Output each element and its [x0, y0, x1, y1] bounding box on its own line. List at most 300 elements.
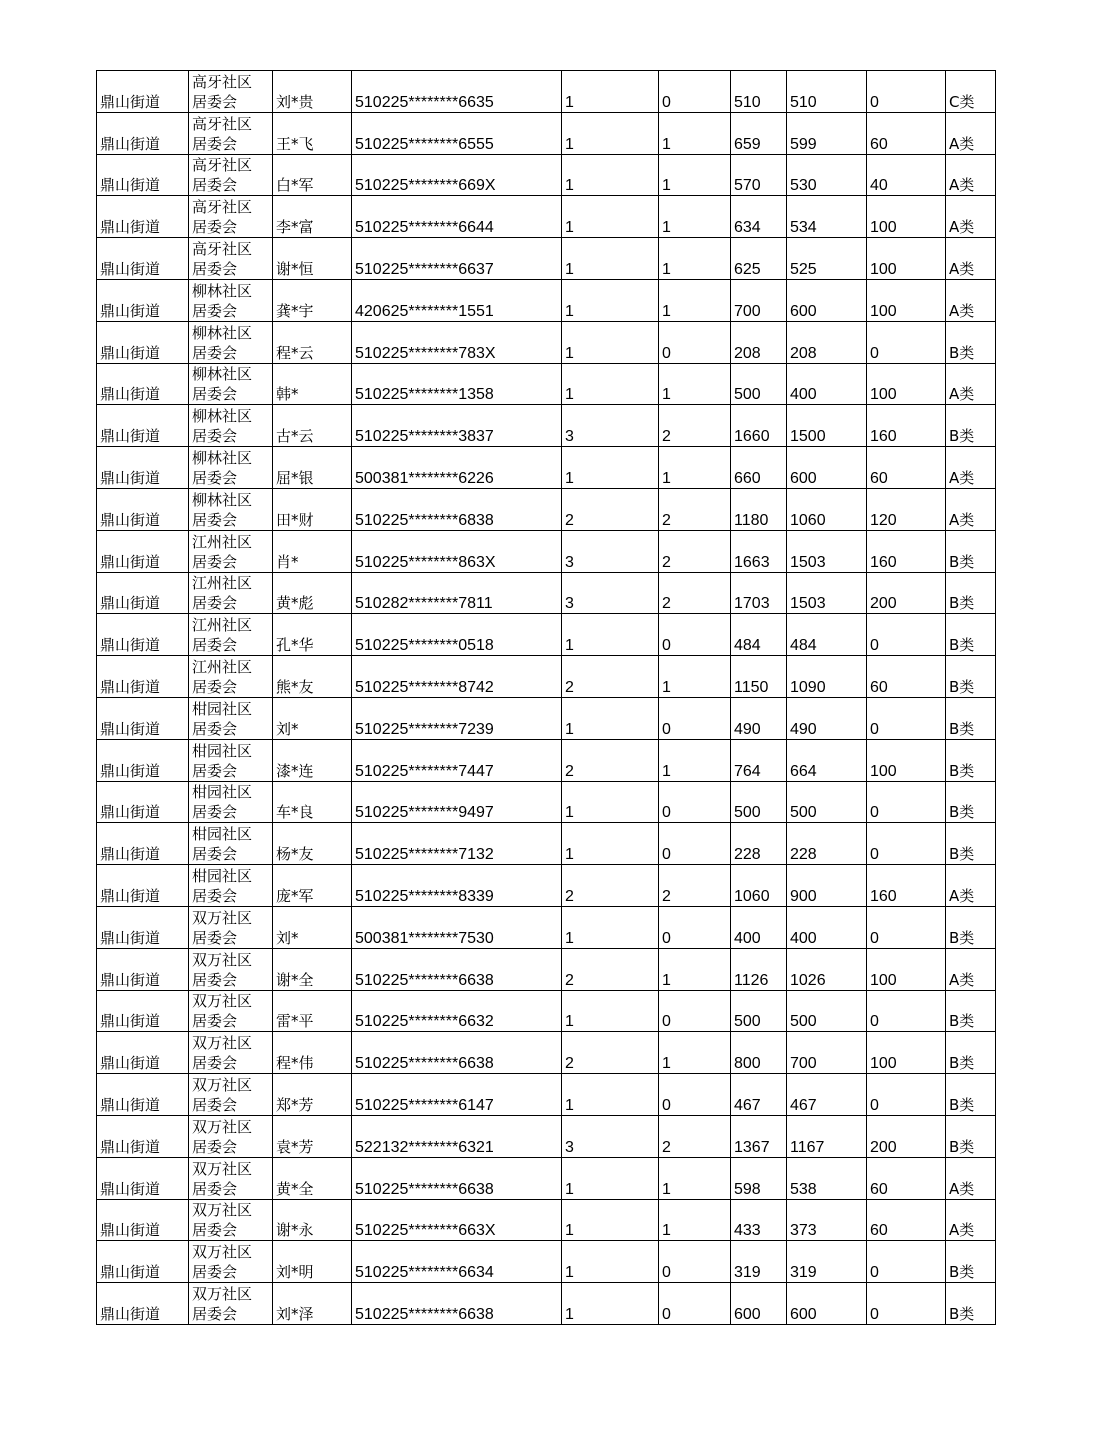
- community-line: 双万社区: [192, 1075, 253, 1094]
- amount-cell: 1503: [787, 530, 867, 572]
- street-cell: 鼎山街道: [97, 823, 189, 865]
- count-cell: 2: [659, 572, 731, 614]
- amount-cell: 500: [787, 781, 867, 823]
- amount-cell: 600: [731, 1283, 787, 1325]
- category-cell: B类: [946, 614, 996, 656]
- community-line: 双万社区: [192, 908, 253, 927]
- household-size-cell: 1: [562, 906, 659, 948]
- household-size-cell: 1: [562, 447, 659, 489]
- household-size-cell: 1: [562, 196, 659, 238]
- community-cell: [189, 656, 273, 698]
- street-cell: 鼎山街道: [97, 1074, 189, 1116]
- street-cell: 鼎山街道: [97, 488, 189, 530]
- difference-cell: 200: [867, 572, 946, 614]
- category-cell: B类: [946, 1283, 996, 1325]
- count-cell: 0: [659, 71, 731, 113]
- community-cell: [189, 405, 273, 447]
- household-size-cell: 3: [562, 1115, 659, 1157]
- community-line: 居委会: [192, 385, 238, 404]
- id-number-cell: 510225********669X: [352, 154, 562, 196]
- community-line: 双万社区: [192, 1284, 253, 1303]
- difference-cell: 120: [867, 488, 946, 530]
- community-line: 双万社区: [192, 1117, 253, 1136]
- difference-cell: 60: [867, 656, 946, 698]
- community-line: 居委会: [192, 1221, 238, 1240]
- amount-cell: 1660: [731, 405, 787, 447]
- table-body: [97, 71, 996, 1325]
- difference-cell: 100: [867, 196, 946, 238]
- count-cell: 0: [659, 1241, 731, 1283]
- community-line: 居委会: [192, 343, 238, 362]
- amount-cell: 598: [731, 1157, 787, 1199]
- community-line: 居委会: [192, 970, 238, 989]
- amount-cell: 600: [787, 447, 867, 489]
- household-size-cell: 1: [562, 1241, 659, 1283]
- amount-cell: 534: [787, 196, 867, 238]
- street-cell: 鼎山街道: [97, 196, 189, 238]
- amount-cell: 1090: [787, 656, 867, 698]
- community-line: 居委会: [192, 928, 238, 947]
- community-line: 柳林社区: [192, 490, 253, 509]
- amount-cell: 228: [731, 823, 787, 865]
- data-table: [96, 70, 996, 1325]
- name-cell: 郑*芳: [273, 1074, 352, 1116]
- community-line: 柑园社区: [192, 825, 253, 844]
- name-cell: 谢*全: [273, 948, 352, 990]
- difference-cell: 100: [867, 279, 946, 321]
- street-cell: 鼎山街道: [97, 447, 189, 489]
- amount-cell: 500: [731, 363, 787, 405]
- id-number-cell: 510225********6555: [352, 112, 562, 154]
- household-size-cell: 1: [562, 990, 659, 1032]
- difference-cell: 160: [867, 405, 946, 447]
- household-size-cell: 1: [562, 614, 659, 656]
- street-cell: 鼎山街道: [97, 614, 189, 656]
- community-line: 江州社区: [192, 574, 253, 593]
- name-cell: 雷*平: [273, 990, 352, 1032]
- category-cell: A类: [946, 112, 996, 154]
- category-cell: B类: [946, 990, 996, 1032]
- count-cell: 1: [659, 948, 731, 990]
- difference-cell: 0: [867, 781, 946, 823]
- street-cell: 鼎山街道: [97, 321, 189, 363]
- amount-cell: 500: [787, 990, 867, 1032]
- household-size-cell: 3: [562, 572, 659, 614]
- street-cell: 鼎山街道: [97, 530, 189, 572]
- amount-cell: 600: [787, 279, 867, 321]
- count-cell: 2: [659, 488, 731, 530]
- count-cell: 1: [659, 447, 731, 489]
- table-row: [97, 363, 996, 405]
- category-cell: A类: [946, 447, 996, 489]
- count-cell: 2: [659, 405, 731, 447]
- household-size-cell: 2: [562, 948, 659, 990]
- community-line: 居委会: [192, 427, 238, 446]
- name-cell: 韩*: [273, 363, 352, 405]
- household-size-cell: 3: [562, 405, 659, 447]
- id-number-cell: 510225********0518: [352, 614, 562, 656]
- household-size-cell: 1: [562, 697, 659, 739]
- amount-cell: 467: [731, 1074, 787, 1116]
- id-number-cell: 510225********3837: [352, 405, 562, 447]
- difference-cell: 40: [867, 154, 946, 196]
- id-number-cell: 510225********6147: [352, 1074, 562, 1116]
- category-cell: B类: [946, 405, 996, 447]
- name-cell: 白*军: [273, 154, 352, 196]
- community-cell: [189, 948, 273, 990]
- table-row: [97, 112, 996, 154]
- category-cell: C类: [946, 71, 996, 113]
- community-line: 居委会: [192, 1054, 238, 1073]
- amount-cell: 484: [731, 614, 787, 656]
- name-cell: 刘*泽: [273, 1283, 352, 1325]
- community-cell: [189, 321, 273, 363]
- difference-cell: 0: [867, 321, 946, 363]
- table-row: [97, 1074, 996, 1116]
- id-number-cell: 510225********663X: [352, 1199, 562, 1241]
- community-line: 居委会: [192, 1263, 238, 1282]
- street-cell: 鼎山街道: [97, 279, 189, 321]
- amount-cell: 228: [787, 823, 867, 865]
- community-line: 柑园社区: [192, 699, 253, 718]
- table-row: [97, 447, 996, 489]
- name-cell: 屈*银: [273, 447, 352, 489]
- id-number-cell: 510225********6644: [352, 196, 562, 238]
- amount-cell: 800: [731, 1032, 787, 1074]
- count-cell: 1: [659, 1032, 731, 1074]
- amount-cell: 1703: [731, 572, 787, 614]
- difference-cell: 0: [867, 906, 946, 948]
- community-cell: [189, 697, 273, 739]
- community-line: 双万社区: [192, 1201, 253, 1220]
- category-cell: A类: [946, 238, 996, 280]
- community-cell: [189, 1157, 273, 1199]
- amount-cell: 208: [787, 321, 867, 363]
- community-line: 居委会: [192, 176, 238, 195]
- community-cell: [189, 447, 273, 489]
- amount-cell: 510: [731, 71, 787, 113]
- id-number-cell: 510225********6634: [352, 1241, 562, 1283]
- household-size-cell: 2: [562, 865, 659, 907]
- table-row: [97, 656, 996, 698]
- name-cell: 孔*华: [273, 614, 352, 656]
- difference-cell: 0: [867, 1283, 946, 1325]
- category-cell: B类: [946, 1115, 996, 1157]
- community-line: 居委会: [192, 134, 238, 153]
- count-cell: 0: [659, 697, 731, 739]
- amount-cell: 400: [787, 906, 867, 948]
- count-cell: 1: [659, 1199, 731, 1241]
- community-line: 柳林社区: [192, 448, 253, 467]
- street-cell: 鼎山街道: [97, 865, 189, 907]
- community-cell: [189, 1199, 273, 1241]
- community-cell: [189, 154, 273, 196]
- category-cell: B类: [946, 1032, 996, 1074]
- community-line: 居委会: [192, 886, 238, 905]
- community-line: 双万社区: [192, 1159, 253, 1178]
- count-cell: 1: [659, 279, 731, 321]
- amount-cell: 530: [787, 154, 867, 196]
- street-cell: 鼎山街道: [97, 1283, 189, 1325]
- category-cell: B类: [946, 697, 996, 739]
- count-cell: 0: [659, 321, 731, 363]
- community-cell: [189, 865, 273, 907]
- street-cell: 鼎山街道: [97, 1241, 189, 1283]
- amount-cell: 467: [787, 1074, 867, 1116]
- household-size-cell: 1: [562, 363, 659, 405]
- community-line: 居委会: [192, 259, 238, 278]
- community-cell: [189, 1283, 273, 1325]
- street-cell: 鼎山街道: [97, 656, 189, 698]
- community-line: 居委会: [192, 92, 238, 111]
- id-number-cell: 510225********6638: [352, 1032, 562, 1074]
- amount-cell: 625: [731, 238, 787, 280]
- difference-cell: 0: [867, 71, 946, 113]
- category-cell: A类: [946, 279, 996, 321]
- table-row: [97, 71, 996, 113]
- count-cell: 1: [659, 1157, 731, 1199]
- category-cell: A类: [946, 948, 996, 990]
- community-cell: [189, 488, 273, 530]
- difference-cell: 100: [867, 948, 946, 990]
- community-line: 江州社区: [192, 616, 253, 635]
- community-cell: [189, 196, 273, 238]
- community-line: 江州社区: [192, 657, 253, 676]
- count-cell: 0: [659, 614, 731, 656]
- amount-cell: 208: [731, 321, 787, 363]
- category-cell: B类: [946, 572, 996, 614]
- difference-cell: 200: [867, 1115, 946, 1157]
- amount-cell: 490: [787, 697, 867, 739]
- amount-cell: 659: [731, 112, 787, 154]
- amount-cell: 660: [731, 447, 787, 489]
- name-cell: 王*飞: [273, 112, 352, 154]
- community-cell: [189, 1032, 273, 1074]
- community-line: 柑园社区: [192, 866, 253, 885]
- community-line: 高牙社区: [192, 156, 253, 175]
- street-cell: 鼎山街道: [97, 1157, 189, 1199]
- category-cell: B类: [946, 321, 996, 363]
- amount-cell: 1503: [787, 572, 867, 614]
- category-cell: A类: [946, 488, 996, 530]
- count-cell: 0: [659, 1074, 731, 1116]
- community-line: 居委会: [192, 761, 238, 780]
- table-row: [97, 238, 996, 280]
- community-line: 双万社区: [192, 950, 253, 969]
- name-cell: 李*富: [273, 196, 352, 238]
- id-number-cell: 500381********7530: [352, 906, 562, 948]
- household-size-cell: 1: [562, 279, 659, 321]
- table-row: [97, 196, 996, 238]
- amount-cell: 538: [787, 1157, 867, 1199]
- community-cell: [189, 238, 273, 280]
- table-row: [97, 614, 996, 656]
- category-cell: B类: [946, 530, 996, 572]
- amount-cell: 510: [787, 71, 867, 113]
- street-cell: 鼎山街道: [97, 906, 189, 948]
- amount-cell: 664: [787, 739, 867, 781]
- amount-cell: 570: [731, 154, 787, 196]
- amount-cell: 1367: [731, 1115, 787, 1157]
- difference-cell: 0: [867, 990, 946, 1032]
- community-cell: [189, 1074, 273, 1116]
- street-cell: 鼎山街道: [97, 112, 189, 154]
- community-line: 居委会: [192, 719, 238, 738]
- id-number-cell: 510225********9497: [352, 781, 562, 823]
- community-line: 居委会: [192, 1095, 238, 1114]
- community-cell: [189, 112, 273, 154]
- name-cell: 程*云: [273, 321, 352, 363]
- count-cell: 1: [659, 363, 731, 405]
- community-line: 居委会: [192, 636, 238, 655]
- amount-cell: 1060: [731, 865, 787, 907]
- amount-cell: 484: [787, 614, 867, 656]
- id-number-cell: 510225********7447: [352, 739, 562, 781]
- id-number-cell: 510225********6632: [352, 990, 562, 1032]
- id-number-cell: 510225********7239: [352, 697, 562, 739]
- id-number-cell: 500381********6226: [352, 447, 562, 489]
- amount-cell: 600: [787, 1283, 867, 1325]
- count-cell: 1: [659, 112, 731, 154]
- community-cell: [189, 71, 273, 113]
- street-cell: 鼎山街道: [97, 739, 189, 781]
- community-cell: [189, 781, 273, 823]
- difference-cell: 0: [867, 614, 946, 656]
- street-cell: 鼎山街道: [97, 1032, 189, 1074]
- amount-cell: 700: [787, 1032, 867, 1074]
- community-line: 柳林社区: [192, 281, 253, 300]
- amount-cell: 433: [731, 1199, 787, 1241]
- difference-cell: 100: [867, 739, 946, 781]
- amount-cell: 1060: [787, 488, 867, 530]
- name-cell: 黄*全: [273, 1157, 352, 1199]
- difference-cell: 100: [867, 1032, 946, 1074]
- community-cell: [189, 906, 273, 948]
- name-cell: 熊*友: [273, 656, 352, 698]
- count-cell: 1: [659, 154, 731, 196]
- difference-cell: 160: [867, 530, 946, 572]
- community-cell: [189, 1241, 273, 1283]
- amount-cell: 490: [731, 697, 787, 739]
- community-line: 居委会: [192, 1179, 238, 1198]
- amount-cell: 400: [731, 906, 787, 948]
- household-size-cell: 1: [562, 154, 659, 196]
- street-cell: 鼎山街道: [97, 405, 189, 447]
- difference-cell: 100: [867, 238, 946, 280]
- community-line: 居委会: [192, 218, 238, 237]
- table-row: [97, 948, 996, 990]
- category-cell: B类: [946, 906, 996, 948]
- community-line: 居委会: [192, 677, 238, 696]
- community-cell: [189, 739, 273, 781]
- household-size-cell: 2: [562, 488, 659, 530]
- difference-cell: 0: [867, 1074, 946, 1116]
- household-size-cell: 1: [562, 823, 659, 865]
- difference-cell: 0: [867, 823, 946, 865]
- name-cell: 庞*军: [273, 865, 352, 907]
- count-cell: 1: [659, 238, 731, 280]
- community-line: 双万社区: [192, 1034, 253, 1053]
- id-number-cell: 510225********6638: [352, 1283, 562, 1325]
- difference-cell: 60: [867, 1157, 946, 1199]
- community-line: 居委会: [192, 1137, 238, 1156]
- name-cell: 黄*彪: [273, 572, 352, 614]
- amount-cell: 319: [731, 1241, 787, 1283]
- community-line: 居委会: [192, 803, 238, 822]
- household-size-cell: 1: [562, 1283, 659, 1325]
- table-row: [97, 279, 996, 321]
- amount-cell: 319: [787, 1241, 867, 1283]
- community-line: 居委会: [192, 510, 238, 529]
- table-row: [97, 572, 996, 614]
- household-size-cell: 1: [562, 71, 659, 113]
- category-cell: A类: [946, 1157, 996, 1199]
- count-cell: 0: [659, 990, 731, 1032]
- name-cell: 刘*明: [273, 1241, 352, 1283]
- id-number-cell: 510225********1358: [352, 363, 562, 405]
- street-cell: 鼎山街道: [97, 154, 189, 196]
- difference-cell: 160: [867, 865, 946, 907]
- household-size-cell: 1: [562, 1157, 659, 1199]
- community-cell: [189, 990, 273, 1032]
- community-line: 居委会: [192, 594, 238, 613]
- community-line: 柑园社区: [192, 783, 253, 802]
- id-number-cell: 510282********7811: [352, 572, 562, 614]
- category-cell: B类: [946, 1074, 996, 1116]
- community-line: 柑园社区: [192, 741, 253, 760]
- count-cell: 2: [659, 530, 731, 572]
- table-row: [97, 1283, 996, 1325]
- street-cell: 鼎山街道: [97, 238, 189, 280]
- amount-cell: 1150: [731, 656, 787, 698]
- street-cell: 鼎山街道: [97, 363, 189, 405]
- community-cell: [189, 363, 273, 405]
- name-cell: 古*云: [273, 405, 352, 447]
- id-number-cell: 510225********6638: [352, 948, 562, 990]
- id-number-cell: 510225********8742: [352, 656, 562, 698]
- community-cell: [189, 279, 273, 321]
- community-line: 柳林社区: [192, 407, 253, 426]
- count-cell: 2: [659, 865, 731, 907]
- community-cell: [189, 530, 273, 572]
- category-cell: A类: [946, 865, 996, 907]
- amount-cell: 525: [787, 238, 867, 280]
- table-row: [97, 1032, 996, 1074]
- count-cell: 1: [659, 739, 731, 781]
- name-cell: 刘*贵: [273, 71, 352, 113]
- name-cell: 肖*: [273, 530, 352, 572]
- id-number-cell: 510225********7132: [352, 823, 562, 865]
- id-number-cell: 510225********6635: [352, 71, 562, 113]
- category-cell: A类: [946, 154, 996, 196]
- id-number-cell: 510225********783X: [352, 321, 562, 363]
- amount-cell: 500: [731, 990, 787, 1032]
- amount-cell: 500: [731, 781, 787, 823]
- count-cell: 0: [659, 906, 731, 948]
- household-size-cell: 1: [562, 1199, 659, 1241]
- household-size-cell: 2: [562, 1032, 659, 1074]
- amount-cell: 599: [787, 112, 867, 154]
- community-line: 居委会: [192, 301, 238, 320]
- amount-cell: 1663: [731, 530, 787, 572]
- count-cell: 1: [659, 656, 731, 698]
- community-line: 高牙社区: [192, 72, 253, 91]
- category-cell: A类: [946, 196, 996, 238]
- street-cell: 鼎山街道: [97, 1199, 189, 1241]
- community-line: 高牙社区: [192, 239, 253, 258]
- id-number-cell: 522132********6321: [352, 1115, 562, 1157]
- community-cell: [189, 572, 273, 614]
